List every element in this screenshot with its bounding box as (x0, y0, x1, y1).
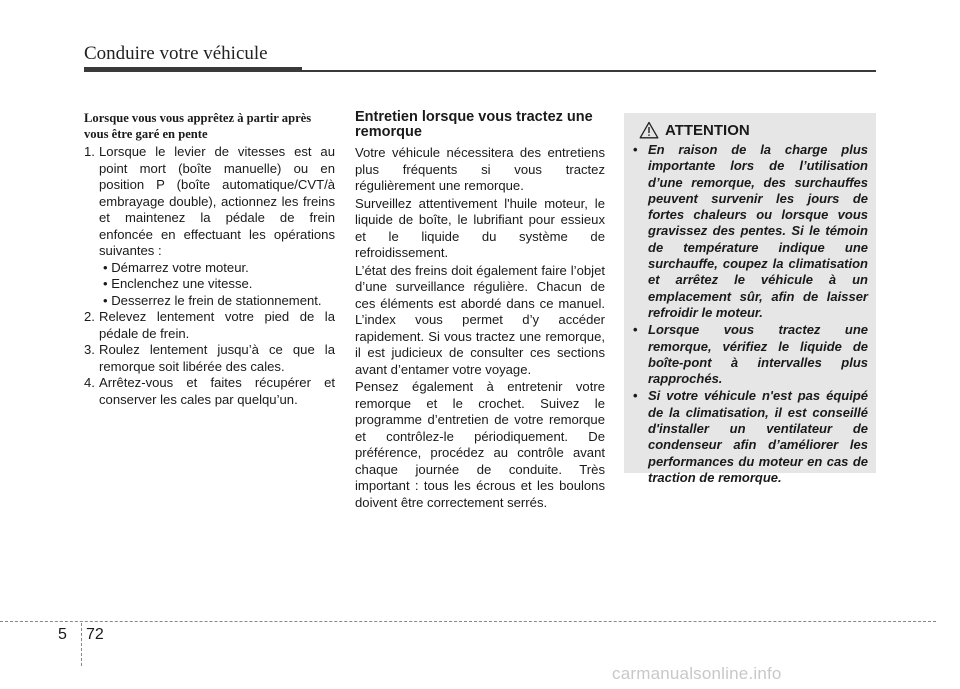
attention-header (632, 121, 868, 139)
steps-list (84, 144, 335, 408)
step-number: 2. (84, 309, 95, 324)
step-item (84, 144, 335, 309)
step-text: Roulez lentement jusqu’à ce que la remorque soit libérée des cales. (99, 342, 335, 374)
step-item (84, 309, 335, 342)
attention-item-text: En raison de la charge plus importante lors de l’utilisation d’une remorque, des surchauffes peuvent survenir les jours de fortes chaleurs ou lorsque vous gravissez des pentes. Si le témoin de température indique une surchauffe, coupez la climatisation et arrêtez le véhicule à un emplacement sûr, afin de laisser refroidir le moteur. (648, 142, 868, 320)
bullet-item: • Démarrez votre moteur. (103, 259, 249, 275)
section-heading: Entretien lorsque vous tractez une remorque (355, 109, 593, 140)
chapter-number: 5 (58, 626, 67, 643)
header-bar (84, 67, 302, 72)
attention-item (632, 142, 868, 321)
page-header-title: Conduire votre véhicule (84, 43, 268, 64)
watermark: carmanualsonline.info (612, 664, 782, 683)
middle-column (355, 110, 605, 512)
bullet-item: • Enclenchez une vitesse. (103, 276, 253, 291)
bullet-list (99, 260, 335, 310)
header-rule (302, 70, 876, 72)
paragraph: L’état des freins doit également faire l’objet d’une surveillance régulière. Chacun de ces éléments est abordé dans ce manuel. L’index vous permet d’y accéder rapidement. Si vous tractez une remorque, il est judicieux de consulter ces sections avant d’entamer votre voyage. (355, 262, 605, 377)
section-subheading: Lorsque vous vous apprêtez à partir après vous être garé en pente (84, 111, 312, 141)
warning-triangle-icon (639, 121, 659, 139)
paragraph: Pensez également à entretenir votre remorque et le crochet. Suivez le programme d’entretien de votre remorque et contrôlez-le périodiquement. De préférence, procédez au contrôle avant chaque journée de conduite. Très important : tous les écrous et les boulons doivent être correctement serrés. (355, 379, 605, 510)
step-item (84, 375, 335, 408)
step-number: 3. (84, 342, 95, 357)
attention-box (624, 113, 876, 485)
paragraph: Votre véhicule nécessitera des entretiens plus fréquents si vous tractez régulièrement une remorque. (355, 145, 605, 193)
left-column (84, 110, 335, 408)
step-text: Arrêtez-vous et faites récupérer et conserver les cales par quelqu’un. (99, 375, 335, 407)
paragraph: Surveillez attentivement l'huile moteur, le liquide de boîte, le lubrifiant pour essieux et le liquide du système de refroidissement. (355, 195, 605, 260)
footer-rule (0, 621, 936, 622)
page-number: 72 (86, 626, 104, 643)
attention-item (632, 322, 868, 387)
bullet-dot: • (633, 388, 638, 404)
attention-list (632, 142, 868, 486)
step-item (84, 342, 335, 375)
attention-title: ATTENTION (665, 121, 750, 139)
bullet-dot: • (633, 142, 638, 157)
footer-divider (81, 623, 82, 666)
attention-item-text: Si votre véhicule n'est pas équipé de la climatisation, il est conseillé d'installer un ventilateur de condenseur afin d’améliorer les performances du moteur en cas de traction de remorque. (648, 388, 868, 485)
step-text: Lorsque le levier de vitesses est au point mort (boîte manuelle) ou en position P (boîte automatique/CVT/à embrayage double), actionnez les freins et maintenez la pédale de frein enfoncée en effectuant les opérations suivantes : (99, 144, 335, 258)
step-number: 4. (84, 375, 95, 390)
step-number: 1. (84, 144, 95, 159)
step-text: Relevez lentement votre pied de la pédale de frein. (99, 309, 335, 341)
bullet-item: • Desserrez le frein de stationnement. (103, 292, 322, 308)
attention-item-text: Lorsque vous tractez une remorque, vérifiez le liquide de boîte-pont à intervalles plus rapprochés. (648, 322, 868, 387)
attention-item (632, 388, 868, 486)
bullet-dot: • (633, 322, 638, 338)
